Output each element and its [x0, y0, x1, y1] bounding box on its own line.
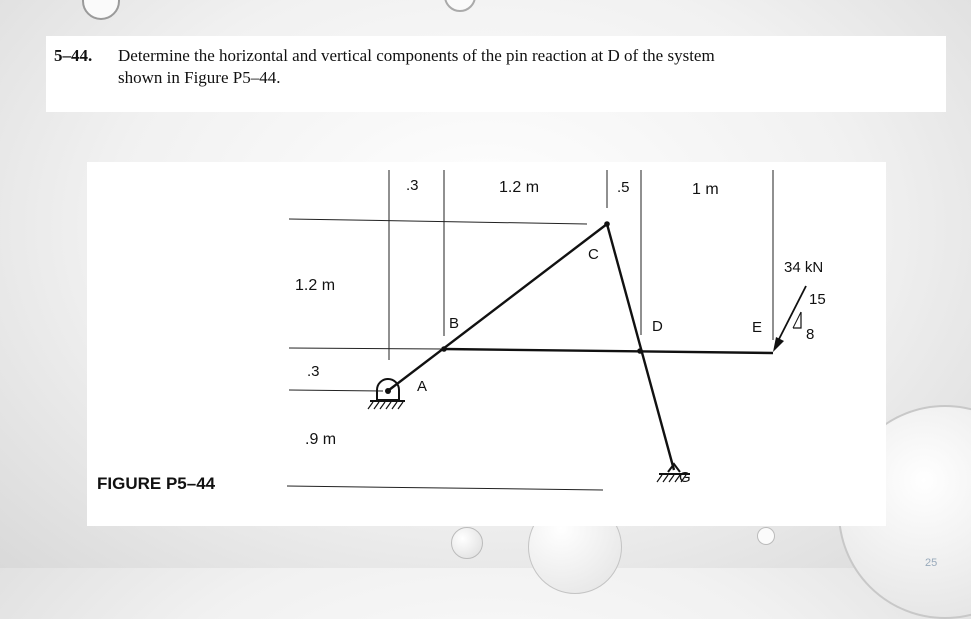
- point-label-b: B: [449, 315, 460, 332]
- pin-c: [604, 221, 610, 227]
- decorative-bubble-bottom-right-small: [757, 527, 775, 545]
- decorative-bubble-top-left: [82, 0, 120, 20]
- problem-text-line-1: Determine the horizontal and vertical components of the pin reaction at D of the system: [118, 46, 715, 65]
- dim-label-left-rise-top: 1.2 m: [295, 277, 336, 294]
- figure-caption: FIGURE P5–44: [97, 474, 216, 493]
- extension-line-horizontal-a-level: [289, 390, 383, 391]
- point-label-a: A: [417, 378, 428, 395]
- load-magnitude-label: 34 kN: [784, 259, 824, 276]
- slide-page-number: 25: [925, 557, 938, 569]
- problem-number: 5–44.: [54, 46, 93, 65]
- dim-label-top-span-bc: 1.2 m: [499, 179, 540, 196]
- dim-label-left-rise-mid: .3: [307, 363, 320, 380]
- pin-b: [441, 346, 447, 352]
- pin-d: [637, 348, 643, 354]
- decorative-bubble-bottom-small: [451, 527, 483, 559]
- dim-label-top-gap-left: .3: [406, 177, 419, 194]
- dim-label-left-drop-bottom: .9 m: [305, 431, 337, 448]
- extension-line-horizontal-c-level: [289, 219, 587, 224]
- decorative-bubble-top-mid: [444, 0, 476, 12]
- extension-line-horizontal-g-level: [287, 486, 603, 490]
- load-slope-long-label: 15: [809, 291, 826, 308]
- dim-label-top-span-de: 1 m: [692, 181, 719, 198]
- point-label-d: D: [652, 318, 663, 335]
- point-label-e: E: [752, 319, 763, 336]
- problem-text-line-2: shown in Figure P5–44.: [118, 68, 281, 87]
- point-label-c: C: [588, 246, 599, 263]
- extension-line-horizontal-b-level: [289, 348, 443, 349]
- load-slope-triangle: [793, 312, 801, 328]
- figure-panel: [87, 162, 886, 526]
- problem-statement: [46, 36, 946, 112]
- frame-diagram: [87, 162, 886, 526]
- load-slope-short-label: 8: [806, 326, 815, 343]
- dim-label-top-gap-cd: .5: [617, 179, 630, 196]
- point-label-g: G: [679, 469, 691, 486]
- member-be: [444, 349, 773, 353]
- member-ac: [389, 224, 607, 390]
